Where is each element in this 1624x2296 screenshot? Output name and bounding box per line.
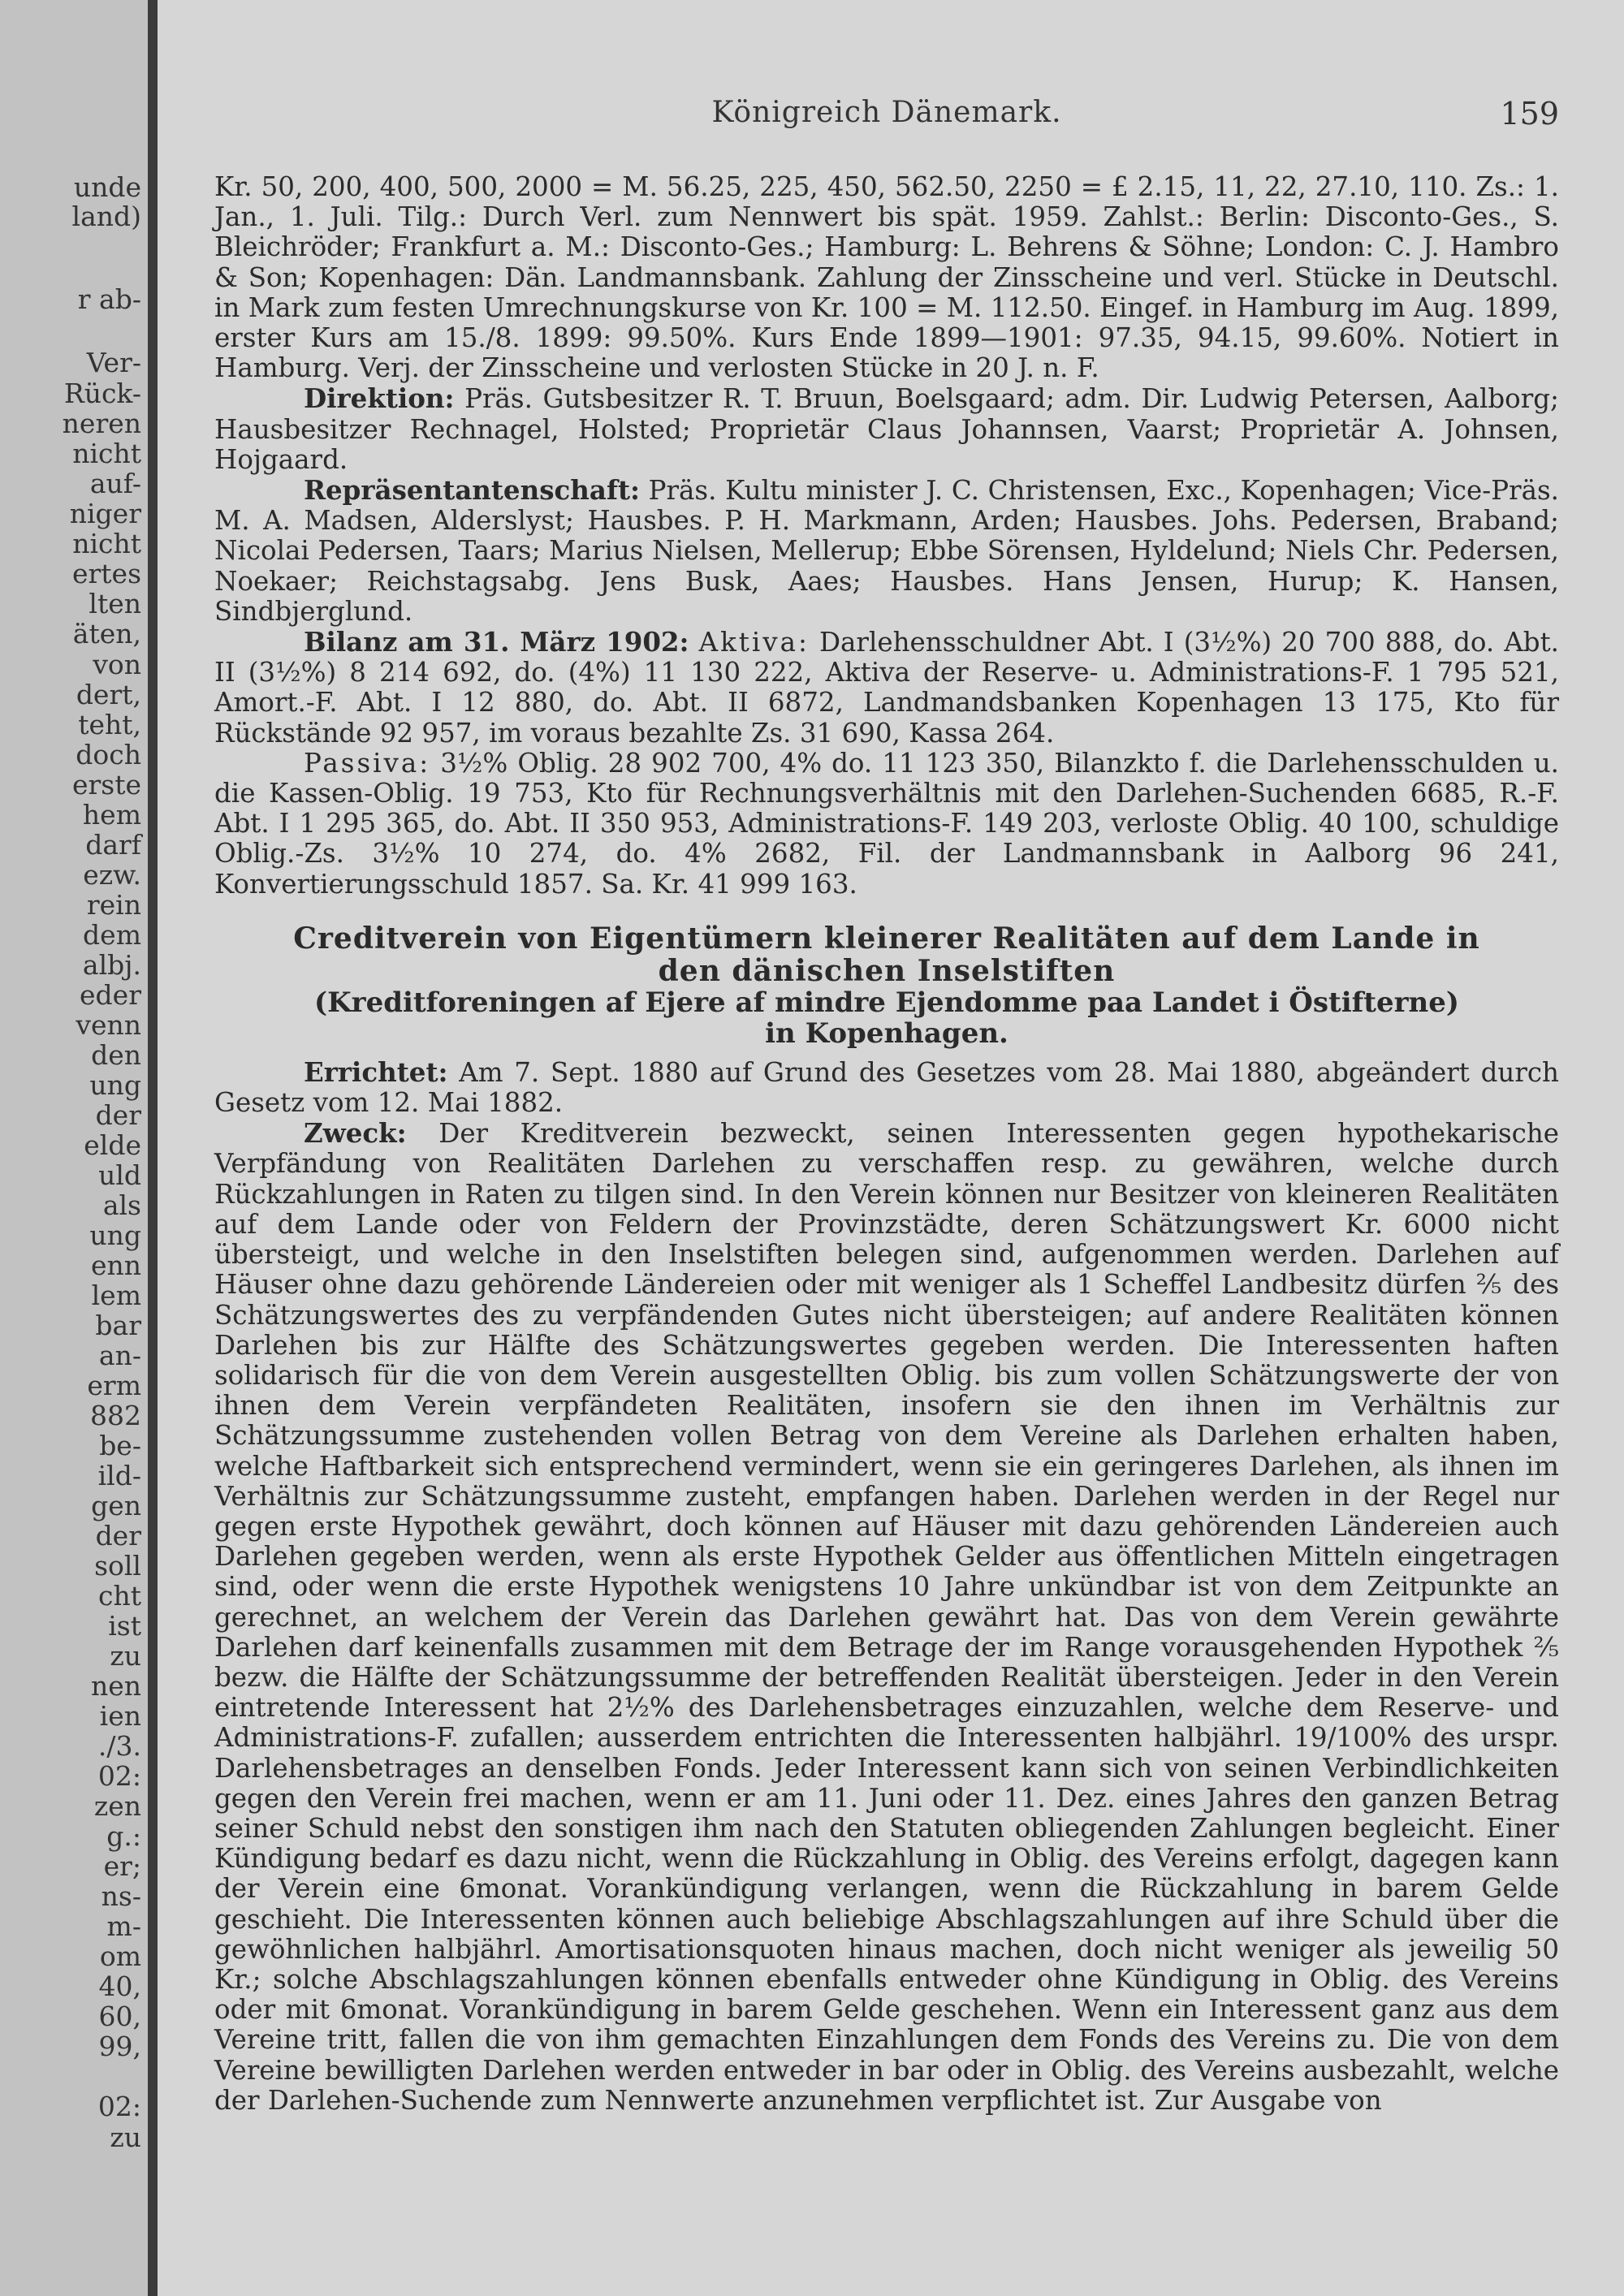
- page-header: [214, 96, 1559, 145]
- left-page-fragment: 882: [90, 1400, 141, 1431]
- left-page-fragment: lem: [91, 1280, 141, 1311]
- left-page-fragment: niger: [69, 498, 141, 529]
- bond-terms-paragraph: Kr. 50, 200, 400, 500, 2000 = M. 56.25, 225, 450, 562.50, 2250 = £ 2.15, 11, 22, 27.10, 110. Zs.: 1. Jan., 1. Juli. Tilg.: Durch Verl. zum Nennwert bis spät. 1959. Zahlst.: Berlin: Disconto-Ges., S. Bleichröder; Frankfurt a. M.: Disconto-Ges.; Hamburg: L. Behrens & Söhne; London: C. J. Hambro & Son; Kopenhagen: Dän. Landmannsbank. Zahlung der Zinsscheine und verl. Stücke in Deutschl. in Mark zum festen Umrechnungskurse von Kr. 100 = M. 112.50. Eingef. in Hamburg im Aug. 1899, erster Kurs am 15./8. 1899: 99.50%. Kurs Ende 1899—1901: 97.35, 94.15, 99.60%. Notiert in Hamburg. Verj. der Zinsscheine und verlosten Stücke in 20 J. n. F.: [214, 171, 1559, 384]
- bilanz-label: Bilanz am 31. März 1902:: [304, 626, 689, 658]
- left-page-fragment: unde: [73, 171, 141, 203]
- page-number: 159: [1500, 96, 1559, 132]
- page: [158, 0, 1624, 2296]
- left-page-fragment: uld: [98, 1159, 141, 1191]
- left-page-fragment: 99,: [98, 2031, 141, 2062]
- left-page-fragment: auf-: [89, 468, 141, 499]
- aktiva-label: Aktiva:: [698, 627, 810, 658]
- errichtet-label: Errichtet:: [304, 1055, 448, 1088]
- left-page-fragment: ertes: [71, 558, 141, 589]
- left-page-fragment: ezw.: [83, 859, 141, 891]
- book-gutter: [148, 0, 158, 2296]
- left-page-fragment: zu: [110, 2121, 141, 2153]
- direktion-text: Präs. Gutsbesitzer R. T. Bruun, Boelsgaard; adm. Dir. Ludwig Petersen, Aalborg; Hausbesitzer Rechnagel, Holsted; Proprietär Claus Johannsen, Vaarst; Proprietär A. Johnsen, Hojgaard.: [214, 383, 1559, 475]
- repraesentantenschaft-text: Präs. Kultu minister J. C. Christensen, Exc., Kopenhagen; Vice-Präs. M. A. Madsen, Alderslyst; Hausbes. P. H. Markmann, Arden; Hausbes. Johs. Pedersen, Braband; Nicolai Pedersen, Taars; Marius Nielsen, Mellerup; Ebbe Sörensen, Hyldelund; Niels Chr. Pedersen, Noekaer; Reichstagsabg. Jens Busk, Aaes; Hausbes. Hans Jensen, Hurup; K. Hansen, Sindbjerglund.: [214, 475, 1559, 627]
- left-page-fragment: der: [95, 1099, 141, 1131]
- left-page-fragment: er;: [103, 1850, 141, 1882]
- left-page-fragment: dert,: [76, 679, 141, 710]
- left-page-fragment: nicht: [72, 438, 141, 469]
- left-page-fragment: ist: [108, 1610, 141, 1642]
- errichtet-paragraph: [214, 1057, 1559, 1118]
- repraesentantenschaft-paragraph: [214, 475, 1559, 627]
- left-page-fragment: land): [71, 201, 141, 232]
- left-page-fragment: an-: [98, 1340, 141, 1371]
- left-page-fragment: ung: [89, 1069, 141, 1101]
- running-title: Königreich Dänemark.: [711, 96, 1062, 129]
- left-page-fragment: Ver-: [86, 347, 141, 378]
- left-page-fragment: darf: [85, 829, 141, 861]
- left-page-fragment: 02:: [97, 1760, 141, 1792]
- direktion-paragraph: [214, 383, 1559, 475]
- left-page-fragment: dem: [83, 919, 141, 951]
- left-page-fragment: erm: [87, 1370, 141, 1401]
- left-page-fragment: be-: [99, 1430, 141, 1461]
- left-page-fragment: teht,: [78, 709, 141, 740]
- zweck-label: Zweck:: [304, 1117, 407, 1150]
- left-page-fragment: gen: [91, 1490, 141, 1521]
- left-page-fragment: ild-: [97, 1460, 141, 1491]
- left-page-fragment: r ab-: [77, 283, 141, 315]
- left-page-fragment: 60,: [98, 2000, 141, 2032]
- page-body: [214, 172, 1559, 2116]
- passiva-paragraph: [214, 749, 1559, 900]
- left-page-fragment: enn: [90, 1249, 141, 1281]
- left-page-fragment: der: [95, 1520, 141, 1552]
- left-page-fragment: ns-: [101, 1880, 141, 1912]
- left-page-fragment: bar: [95, 1310, 141, 1341]
- entry-title-line-1: Creditverein von Eigentümern kleinerer Realitäten auf dem Lande in: [293, 921, 1480, 956]
- left-page-fragment: m-: [106, 1910, 141, 1942]
- errichtet-text: Am 7. Sept. 1880 auf Grund des Gesetzes vom 28. Mai 1880, abgeändert durch Gesetz vom 12. Mai 1882.: [214, 1056, 1559, 1119]
- left-page-fragment: äten,: [72, 618, 141, 650]
- left-page-fragment: ien: [99, 1700, 141, 1732]
- passiva-text: 3½% Oblig. 28 902 700, 4% do. 11 123 350, Bilanzkto f. die Darlehensschulden u. die Kassen-Oblig. 19 753, Kto für Rechnungsverhältnis mit den Darlehen-Suchenden 6685, R.-F. Abt. I 1 295 365, do. Abt. II 350 953, Administrations-F. 149 203, verloste Oblig. 40 100, schuldige Oblig.-Zs. 3½% 10 274, do. 4% 2682, Fil. der Landmannsbank in Aalborg 96 241, Konvertierungsschuld 1857. Sa. Kr. 41 999 163.: [214, 747, 1559, 900]
- left-page-fragment: om: [99, 1940, 141, 1972]
- left-page-fragment: als: [102, 1189, 141, 1221]
- left-page-fragment: g.:: [106, 1820, 141, 1852]
- left-page-fragment: zu: [110, 1640, 141, 1672]
- left-page-fragment: venn: [76, 1009, 141, 1041]
- entry-title-line-2: den dänischen Inselstiften: [658, 953, 1116, 988]
- left-page-fragment: doch: [76, 739, 141, 770]
- left-page-fragment: soll: [94, 1550, 141, 1582]
- left-page-fragment: von: [93, 649, 141, 680]
- left-page-fragment: neren: [62, 408, 141, 439]
- left-page-fragment: eder: [80, 979, 141, 1011]
- zweck-paragraph: [214, 1118, 1559, 2116]
- bilanz-paragraph: [214, 627, 1559, 749]
- entry-subtitle-line-2: in Kopenhagen.: [765, 1016, 1009, 1050]
- direktion-label: Direktion:: [304, 382, 455, 415]
- left-page-fragment: Rück-: [63, 378, 141, 409]
- left-page-fragment: elde: [84, 1129, 141, 1161]
- left-page-fragment: erste: [71, 769, 141, 801]
- left-page-fragment: zen: [93, 1790, 141, 1822]
- left-page-fragment: nicht: [72, 528, 141, 559]
- passiva-label: Passiva:: [304, 747, 431, 779]
- left-page-fragment: 02:: [97, 2091, 141, 2122]
- left-page-fragment: ung: [89, 1219, 141, 1251]
- zweck-text: Der Kreditverein bezweckt, seinen Interessenten gegen hypothekarische Verpfändung von Realitäten Darlehen zu verschaffen resp. zu gewähren, welche durch Rückzahlungen in Raten zu tilgen sind. In den Verein können nur Besitzer von kleineren Realitäten auf dem Lande oder von Feldern der Provinzstädte, deren Schätzungswert Kr. 6000 nicht übersteigt, und welche in den Inselstiften belegen sind, aufgenommen werden. Darlehen auf Häuser ohne dazu gehörende Ländereien oder mit weniger als 1 Scheffel Landbesitz dürfen ⅖ des Schätzungswertes des zu verpfändenden Gutes nicht übersteigen; auf andere Realitäten können Darlehen bis zur Hälfte des Schätzungswertes gegeben werden. Die Interessenten haften solidarisch für die von dem Verein ausgestellten Oblig. bis zum vollen Schätzungswerte der von ihnen dem Verein verpfändeten Realitäten, insofern sie den ihnen im Verhältnis zur Schätzungssumme zustehenden vollen Betrag von dem Vereine als Darlehen erhalten haben, welche Haftbarkeit sich entsprechend vermindert, wenn sie ein geringeres Darlehen, als ihnen im Verhältnis zur Schätzungssumme zusteht, empfangen haben. Darlehen werden in der Regel nur gegen erste Hypothek gewährt, doch können auf Häuser mit dazu gehörenden Ländereien auch Darlehen gegeben werden, wenn als erste Hypothek Gelder aus öffentlichen Mitteln eingetragen sind, oder wenn die erste Hypothek wenigstens 10 Jahre unkündbar ist von dem Zeitpunkte an gerechnet, an welchem der Verein das Darlehen gewährt hat. Das von dem Verein gewährte Darlehen darf keinenfalls zusammen mit dem Betrage der im Range vorausgehenden Hypothek ⅖ bezw. die Hälfte der Schätzungssumme der betreffenden Realität übersteigen. Jeder in den Verein eintretende Interessent hat 2½% des Darlehensbetrages einzuzahlen, welche dem Reserve- und Administrations-F. zufallen; ausserdem entrichten die Interessenten halbjährl. 19/100% des urspr. Darlehensbetrages an denselben Fonds. Jeder Interessent kann sich von seinen Verbindlichkeiten gegen den Verein frei machen, wenn er am 11. Juni oder 11. Dez. eines Jahres den ganzen Betrag seiner Schuld nebst den sonstigen ihm nach den Statuten obliegenden Zahlungen begleicht. Einer Kündigung bedarf es dazu nicht, wenn die Rückzahlung in Oblig. des Vereins erfolgt, dagegen kann der Verein eine 6monat. Vorankündigung verlangen, wenn die Rückzahlung in barem Gelde geschieht. Die Interessenten können auch beliebige Abschlagszahlungen auf ihre Schuld über die gewöhnlichen halbjährl. Amortisationsquoten hinaus machen, doch nicht weniger als jeweilig 50 Kr.; solche Abschlagszahlungen können ebenfalls entweder ohne Kündigung in Oblig. des Vereins oder mit 6monat. Vorankündigung in barem Gelde geschehen. Wenn ein Interessent ganz aus dem Vereine tritt, fallen die von ihm gemachten Einzahlungen dem Fonds des Vereins zu. Die von dem Vereine bewilligten Darlehen werden entweder in bar oder in Oblig. des Vereins ausbezahlt, welche der Darlehen-Suchende zum Nennwerte anzunehmen verpflichtet ist. Zur Ausgabe von: [214, 1118, 1559, 2116]
- left-page-fragment: lten: [89, 588, 141, 619]
- aktiva-text: Darlehensschuldner Abt. I (3½%) 20 700 888, do. Abt. II (3½%) 8 214 692, do. (4%) 11 130 222, Aktiva der Reserve- u. Administrations-F. 1 795 521, Amort.-F. Abt. I 12 880, do. Abt. II 6872, Landmandsbanken Kopenhagen 13 175, Kto für Rückstände 92 957, im voraus bezahlte Zs. 31 690, Kassa 264.: [214, 627, 1559, 749]
- left-page-fragment: albj.: [82, 949, 141, 981]
- left-page-fragment: 40,: [98, 1970, 141, 2002]
- left-page-fragment: ./3.: [97, 1730, 141, 1762]
- repraesentantenschaft-label: Repräsentantenschaft:: [304, 474, 640, 507]
- left-page-fragment: hem: [82, 799, 141, 831]
- left-page-fragment: den: [91, 1039, 141, 1071]
- left-page-fragment: cht: [98, 1580, 141, 1612]
- left-page-fragment: nen: [90, 1670, 141, 1702]
- entry-subtitle-line-1: (Kreditforeningen af Ejere af mindre Ejendomme paa Landet i Östifterne): [314, 986, 1459, 1019]
- left-page-fragment: rein: [86, 889, 141, 921]
- left-page-bleed: [0, 0, 148, 2296]
